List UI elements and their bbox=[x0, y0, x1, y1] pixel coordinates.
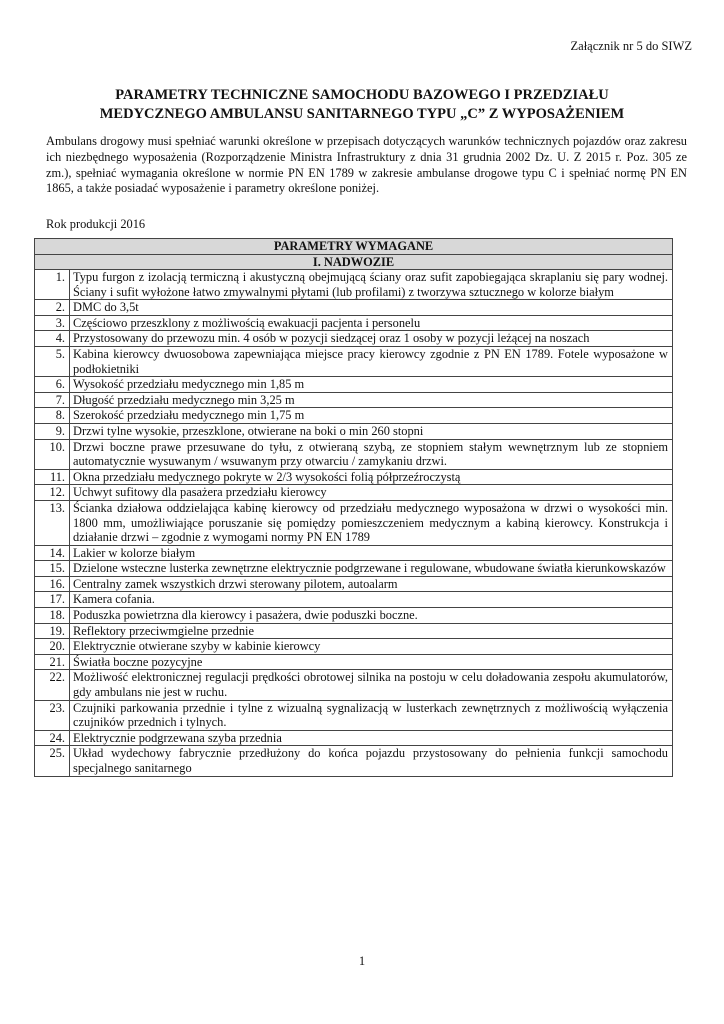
row-description: Centralny zamek wszystkich drzwi sterowany pilotem, autoalarm bbox=[70, 576, 673, 592]
parameters-table bbox=[34, 238, 673, 777]
row-number: 3. bbox=[35, 315, 70, 331]
row-description: Możliwość elektronicznej regulacji prędkości obrotowej silnika na postoju w celu doładowania zespołu akumulatorów, gdy ambulans nie jest w ruchu. bbox=[70, 670, 673, 700]
table-row bbox=[35, 576, 673, 592]
table-row bbox=[35, 670, 673, 700]
document-title bbox=[40, 86, 684, 124]
row-number: 9. bbox=[35, 423, 70, 439]
table-header: PARAMETRY WYMAGANE bbox=[35, 239, 673, 255]
row-number: 20. bbox=[35, 639, 70, 655]
row-number: 1. bbox=[35, 270, 70, 300]
row-description: Ścianka działowa oddzielająca kabinę kierowcy od przedziału medycznego wyposażona w drzwi o wysokości min. 1800 mm, umożliwiające poruszanie się pomiędzy pomieszczeniem medycznym a kabiną kierowcy. Konstrukcja i działanie drzwi – zgodnie z wymogami normy PN EN 1789 bbox=[70, 500, 673, 545]
row-number: 4. bbox=[35, 331, 70, 347]
row-number: 23. bbox=[35, 700, 70, 730]
table-row bbox=[35, 392, 673, 408]
table-row bbox=[35, 654, 673, 670]
table-row bbox=[35, 469, 673, 485]
row-description: Częściowo przeszklony z możliwością ewakuacji pacjenta i personelu bbox=[70, 315, 673, 331]
row-description: Wysokość przedziału medycznego min 1,85 m bbox=[70, 377, 673, 393]
row-description: Reflektory przeciwmgielne przednie bbox=[70, 623, 673, 639]
row-description: Typu furgon z izolacją termiczną i akustyczną obejmującą ściany oraz sufit zapobiegająca skraplaniu się pary wodnej. Ściany i sufit wyłożone łatwo zmywalnymi płytami (lub profilami) z tworzywa sztucznego w kolorze białym bbox=[70, 270, 673, 300]
page-number: 1 bbox=[358, 954, 366, 968]
row-number: 18. bbox=[35, 608, 70, 624]
row-number: 21. bbox=[35, 654, 70, 670]
table-row bbox=[35, 730, 673, 746]
row-description: Szerokość przedziału medycznego min 1,75 m bbox=[70, 408, 673, 424]
table-header-row bbox=[35, 239, 673, 255]
row-description: Światła boczne pozycyjne bbox=[70, 654, 673, 670]
table-row bbox=[35, 439, 673, 469]
row-description: DMC do 3,5t bbox=[70, 300, 673, 316]
row-number: 7. bbox=[35, 392, 70, 408]
section-header: I. NADWOZIE bbox=[35, 254, 673, 270]
annex-label: Załącznik nr 5 do SIWZ bbox=[570, 39, 692, 53]
row-number: 17. bbox=[35, 592, 70, 608]
row-number: 8. bbox=[35, 408, 70, 424]
table-row bbox=[35, 592, 673, 608]
table-row bbox=[35, 346, 673, 376]
row-description: Uchwyt sufitowy dla pasażera przedziału kierowcy bbox=[70, 485, 673, 501]
table-row bbox=[35, 485, 673, 501]
table-row bbox=[35, 639, 673, 655]
row-description: Kabina kierowcy dwuosobowa zapewniająca miejsce pracy kierowcy zgodnie z PN EN 1789. Fotele wyposażone w podłokietniki bbox=[70, 346, 673, 376]
row-number: 25. bbox=[35, 746, 70, 776]
row-description: Drzwi tylne wysokie, przeszklone, otwierane na boki o min 260 stopni bbox=[70, 423, 673, 439]
row-number: 10. bbox=[35, 439, 70, 469]
table-row bbox=[35, 746, 673, 776]
row-number: 2. bbox=[35, 300, 70, 316]
row-description: Dzielone wsteczne lusterka zewnętrzne elektrycznie podgrzewane i regulowane, wbudowane światła kierunkowskazów bbox=[70, 561, 673, 577]
row-number: 6. bbox=[35, 377, 70, 393]
row-description: Drzwi boczne prawe przesuwane do tyłu, z otwieraną szybą, ze stopniem stałym wewnętrznym lub ze stopniem automatycznie wysuwanym / wsuwanym przy otwarciu / zamykaniu drzwi. bbox=[70, 439, 673, 469]
table-row bbox=[35, 700, 673, 730]
row-number: 5. bbox=[35, 346, 70, 376]
table-row bbox=[35, 377, 673, 393]
row-number: 16. bbox=[35, 576, 70, 592]
table-row bbox=[35, 315, 673, 331]
table-body bbox=[35, 270, 673, 777]
row-number: 22. bbox=[35, 670, 70, 700]
table-row bbox=[35, 545, 673, 561]
row-number: 13. bbox=[35, 500, 70, 545]
row-description: Okna przedziału medycznego pokryte w 2/3 wysokości folią półprzeźroczystą bbox=[70, 469, 673, 485]
table-row bbox=[35, 270, 673, 300]
row-number: 11. bbox=[35, 469, 70, 485]
row-number: 14. bbox=[35, 545, 70, 561]
row-description: Lakier w kolorze białym bbox=[70, 545, 673, 561]
document-title-line-1: PARAMETRY TECHNICZNE SAMOCHODU BAZOWEGO I PRZEDZIAŁU bbox=[115, 87, 609, 103]
document-title-line-2: MEDYCZNEGO AMBULANSU SANITARNEGO TYPU „C” Z WYPOSAŻENIEM bbox=[99, 106, 625, 122]
row-number: 12. bbox=[35, 485, 70, 501]
table-row bbox=[35, 500, 673, 545]
row-number: 15. bbox=[35, 561, 70, 577]
row-description: Czujniki parkowania przednie i tylne z wizualną sygnalizacją w lusterkach zewnętrznych z możliwością wyłączenia czujników przednich i tylnych. bbox=[70, 700, 673, 730]
row-description: Długość przedziału medycznego min 3,25 m bbox=[70, 392, 673, 408]
table-row bbox=[35, 561, 673, 577]
intro-paragraph: Ambulans drogowy musi spełniać warunki określone w przepisach dotyczących warunków technicznych pojazdów oraz zakresu ich niezbędnego wyposażenia (Rozporządzenie Ministra Infrastruktury z dnia 31 grudnia 2002 Dz. U. Z 2015 r. Poz. 305 ze zm.), spełniać wymagania określone w normie PN EN 1789 w zakresie ambulanse drogowe typu C i spełniać normę PN EN 1865, a także posiadać wyposażenie i parametry określone poniżej. bbox=[46, 134, 687, 196]
row-description: Układ wydechowy fabrycznie przedłużony do końca pojazdu przystosowany do pełnienia funkcji samochodu specjalnego sanitarnego bbox=[70, 746, 673, 776]
table-row bbox=[35, 300, 673, 316]
row-description: Poduszka powietrzna dla kierowcy i pasażera, dwie poduszki boczne. bbox=[70, 608, 673, 624]
row-number: 24. bbox=[35, 730, 70, 746]
table-row bbox=[35, 623, 673, 639]
table-row bbox=[35, 331, 673, 347]
row-description: Kamera cofania. bbox=[70, 592, 673, 608]
row-description: Przystosowany do przewozu min. 4 osób w pozycji siedzącej oraz 1 osoby w pozycji leżącej na noszach bbox=[70, 331, 673, 347]
section-header-row bbox=[35, 254, 673, 270]
row-description: Elektrycznie podgrzewana szyba przednia bbox=[70, 730, 673, 746]
row-description: Elektrycznie otwierane szyby w kabinie kierowcy bbox=[70, 639, 673, 655]
production-year: Rok produkcji 2016 bbox=[46, 217, 146, 231]
table-row bbox=[35, 608, 673, 624]
row-number: 19. bbox=[35, 623, 70, 639]
table-row bbox=[35, 408, 673, 424]
table-row bbox=[35, 423, 673, 439]
